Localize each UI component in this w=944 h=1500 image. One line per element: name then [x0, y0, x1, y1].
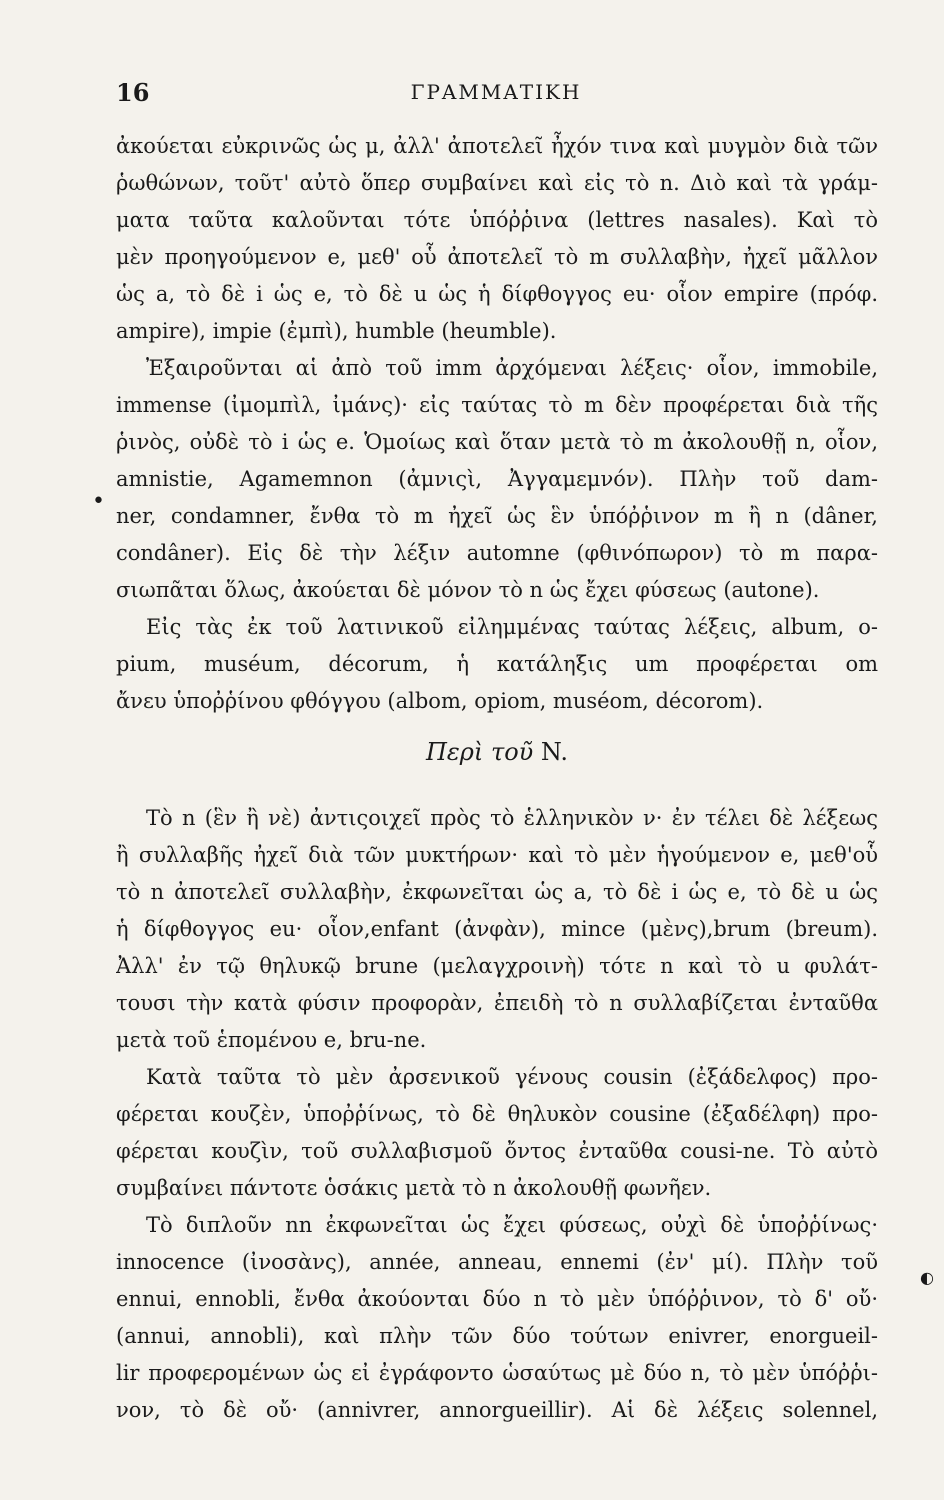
text-line: lir προφερομένων ὡς εἰ ἐγράφοντο ὡσαύτως μὲ δύο n, τὸ μὲν ὑπόῤῥι-	[116, 1361, 878, 1385]
body-text	[116, 128, 878, 1429]
text-line: Ἐξαιροῦνται αἱ ἀπὸ τοῦ imm ἀρχόμεναι λέξεις· οἷον, immobile,	[146, 356, 878, 380]
text-line: Ἀλλ' ἐν τῷ θηλυκῷ brune (μελαγχροινὴ) τότε n καὶ τὸ u φυλάτ-	[116, 954, 878, 978]
text-line: ampire), impie (ἐμπὶ), humble (heumble).	[116, 319, 557, 343]
text-line: ἢ συλλαβῆς ἠχεῖ διὰ τῶν μυκτήρων· καὶ τὸ μὲν ἡγούμενον e, μεθ'οὗ	[116, 843, 878, 867]
text-line: ennui, ennobli, ἔνθα ἀκούονται δύο n τὸ μὲν ὑπόῤῥινον, τὸ δ' οὔ·	[116, 1287, 878, 1311]
text-line: condâner). Εἰς δὲ τὴν λέξιν automne (φθινόπωρον) τὸ m παρα-	[116, 541, 878, 565]
text-line: νον, τὸ δὲ οὔ· (annivrer, annorgueillir). Αἱ δὲ λέξεις solennel,	[116, 1398, 878, 1422]
paragraph	[116, 800, 878, 1059]
paragraph	[116, 1207, 878, 1429]
text-line: Κατὰ ταῦτα τὸ μὲν ἀρσενικοῦ γένους cousin (ἐξάδελφος) προ-	[146, 1065, 878, 1089]
paragraph	[116, 609, 878, 720]
text-line: ἡ δίφθογγος eu· οἷον,enfant (ἀνφὰν), mince (μὲνς),brum (breum).	[116, 917, 878, 941]
section-heading-text: Περὶ τοῦ	[425, 738, 534, 766]
text-line: innocence (ἰνοσὰνς), année, anneau, ennemi (ἐν' μί). Πλὴν τοῦ	[116, 1250, 878, 1274]
text-line: amnistie, Agamemnon (ἀμνιςὶ, Ἀγγαμεμνόν). Πλὴν τοῦ dam-	[116, 467, 878, 491]
text-line: μετὰ τοῦ ἑπομένου e, bru-ne.	[116, 1028, 427, 1052]
text-line: (annui, annobli), καὶ πλὴν τῶν δύο τούτων enivrer, enorgueil-	[116, 1324, 878, 1348]
section-heading-letter: N.	[540, 738, 568, 766]
text-line: μὲν προηγούμενον e, μεθ' οὗ ἀποτελεῖ τὸ m συλλαβὴν, ἠχεῖ μᾶλλον	[116, 245, 878, 269]
text-line: ἀκούεται εὐκρινῶς ὡς μ, ἀλλ' ἀποτελεῖ ἦχόν τινα καὶ μυγμὸν διὰ τῶν	[116, 134, 878, 158]
paragraph	[116, 350, 878, 609]
text-line: συμβαίνει πάντοτε ὁσάκις μετὰ τὸ n ἀκολουθῇ φωνῆεν.	[116, 1176, 712, 1200]
text-line: ὡς a, τὸ δὲ i ὡς e, τὸ δὲ u ὡς ἡ δίφθογγος eu· οἷον empire (πρόφ.	[116, 282, 878, 306]
paragraph	[116, 128, 878, 350]
text-line: ner, condamner, ἔνθα τὸ m ἠχεῖ ὡς ἓν ὑπόῤῥινον m ἢ n (dâner,	[116, 504, 878, 528]
section-heading	[116, 720, 878, 800]
text-line: Τὸ n (ἓν ἢ νὲ) ἀντιςοιχεῖ πρὸς τὸ ἑλληνικὸν ν· ἐν τέλει δὲ λέξεως	[146, 806, 878, 830]
text-line: Τὸ διπλοῦν nn ἐκφωνεῖται ὡς ἔχει φύσεως, οὐχὶ δὲ ὑποῤῥίνως·	[146, 1213, 878, 1237]
page-number: 16	[116, 78, 150, 107]
text-line: φέρεται κουζὲν, ὑποῤῥίνως, τὸ δὲ θηλυκὸν cousine (ἐξαδέλφη) προ-	[116, 1102, 878, 1126]
text-line: pium, muséum, décorum, ἡ κατάληξις um προφέρεται om	[116, 652, 878, 676]
text-line: ἄνευ ὑποῤῥίνου φθόγγου (albom, opiom, muséom, décorom).	[116, 689, 764, 713]
paragraph	[116, 1059, 878, 1207]
text-line: τουσι τὴν κατὰ φύσιν προφορὰν, ἐπειδὴ τὸ n συλλαβίζεται ἐνταῦθα	[116, 991, 878, 1015]
text-line: Εἰς τὰς ἐκ τοῦ λατινικοῦ εἰλημμένας ταύτας λέξεις, album, o-	[146, 615, 878, 639]
margin-bullet-mark: •	[92, 489, 105, 514]
running-header	[116, 78, 876, 118]
margin-circle-mark: ◐	[920, 1268, 934, 1287]
text-line: φέρεται κουζὶν, τοῦ συλλαβισμοῦ ὄντος ἐνταῦθα cousi-ne. Τὸ αὐτὸ	[116, 1139, 878, 1163]
text-line: ματα ταῦτα καλοῦνται τότε ὑπόῤῥινα (lettres nasales). Καὶ τὸ	[116, 208, 878, 232]
text-line: immense (ἰμομπὶλ, ἰμάνς)· εἰς ταύτας τὸ m δὲν προφέρεται διὰ τῆς	[116, 393, 878, 417]
text-line: τὸ n ἀποτελεῖ συλλαβὴν, ἐκφωνεῖται ὡς a, τὸ δὲ i ὡς e, τὸ δὲ u ὡς	[116, 880, 878, 904]
running-title: ΓΡΑΜΜΑΤΙΚΗ	[410, 80, 582, 104]
text-line: σιωπᾶται ὅλως, ἀκούεται δὲ μόνον τὸ n ὡς ἔχει φύσεως (autone).	[116, 578, 820, 602]
text-line: ῥινὸς, οὐδὲ τὸ i ὡς e. Ὁμοίως καὶ ὅταν μετὰ τὸ m ἀκολουθῇ n, οἷον,	[116, 430, 878, 454]
text-line: ῥωθώνων, τοῦτ' αὐτὸ ὅπερ συμβαίνει καὶ εἰς τὸ n. Διὸ καὶ τὰ γράμ-	[116, 171, 878, 195]
